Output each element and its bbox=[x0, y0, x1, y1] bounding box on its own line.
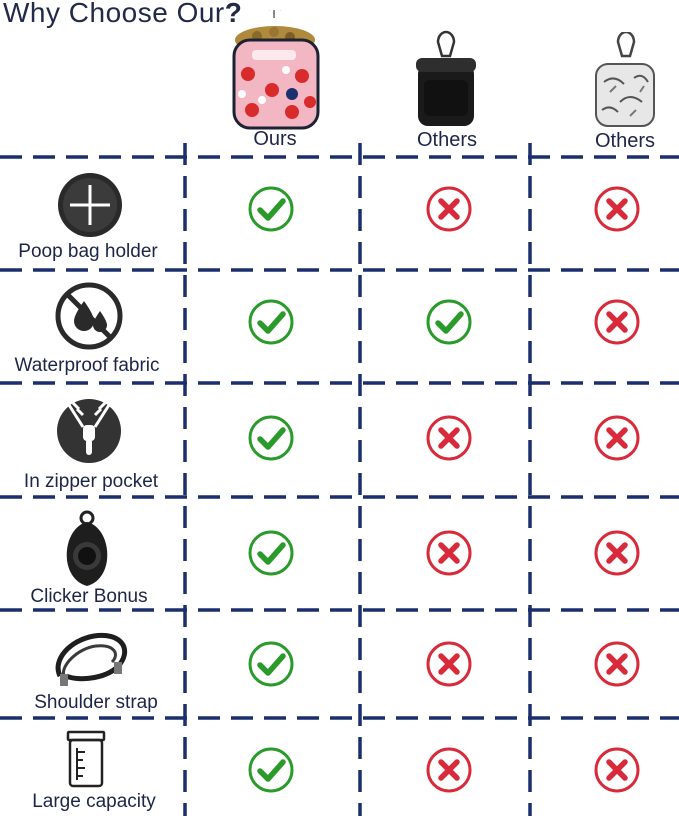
feature-label-large-capacity: Large capacity bbox=[32, 791, 156, 812]
cross-mark-icon bbox=[425, 640, 473, 688]
cross-mark-icon bbox=[425, 746, 473, 794]
check-mark-icon bbox=[247, 414, 295, 462]
cross-mark-icon bbox=[593, 298, 641, 346]
feature-label-in-zipper-pocket: In zipper pocket bbox=[23, 471, 159, 492]
cross-mark-icon bbox=[425, 529, 473, 577]
cross-mark-icon bbox=[593, 414, 641, 462]
feature-label-waterproof-fabric: Waterproof fabric bbox=[14, 355, 160, 376]
feature-label-clicker-bonus: Clicker Bonus bbox=[30, 586, 148, 607]
feature-label-poop-bag-holder: Poop bag holder bbox=[18, 241, 158, 262]
strap-icon bbox=[50, 626, 132, 688]
cross-mark-icon bbox=[593, 529, 641, 577]
column-header-others-1: Others bbox=[416, 129, 478, 151]
feature-label-shoulder-strap: Shoulder strap bbox=[34, 692, 158, 713]
column-header-ours: Ours bbox=[253, 128, 297, 150]
cross-mark-icon bbox=[425, 414, 473, 462]
cross-mark-icon bbox=[425, 185, 473, 233]
cross-mark-icon bbox=[593, 185, 641, 233]
clicker-icon bbox=[56, 508, 118, 588]
check-mark-icon bbox=[425, 298, 473, 346]
zipper-icon bbox=[55, 397, 123, 465]
column-header-others-2: Others bbox=[594, 130, 656, 152]
check-mark-icon bbox=[247, 529, 295, 577]
no-water-drops-icon bbox=[54, 281, 124, 351]
check-mark-icon bbox=[247, 298, 295, 346]
check-mark-icon bbox=[247, 185, 295, 233]
jar-icon bbox=[65, 730, 107, 790]
cross-mark-icon bbox=[593, 640, 641, 688]
check-mark-icon bbox=[247, 746, 295, 794]
page-title: Why Choose Our? bbox=[3, 0, 243, 28]
plus-circle-icon bbox=[56, 171, 124, 239]
check-mark-icon bbox=[247, 640, 295, 688]
cross-mark-icon bbox=[593, 746, 641, 794]
